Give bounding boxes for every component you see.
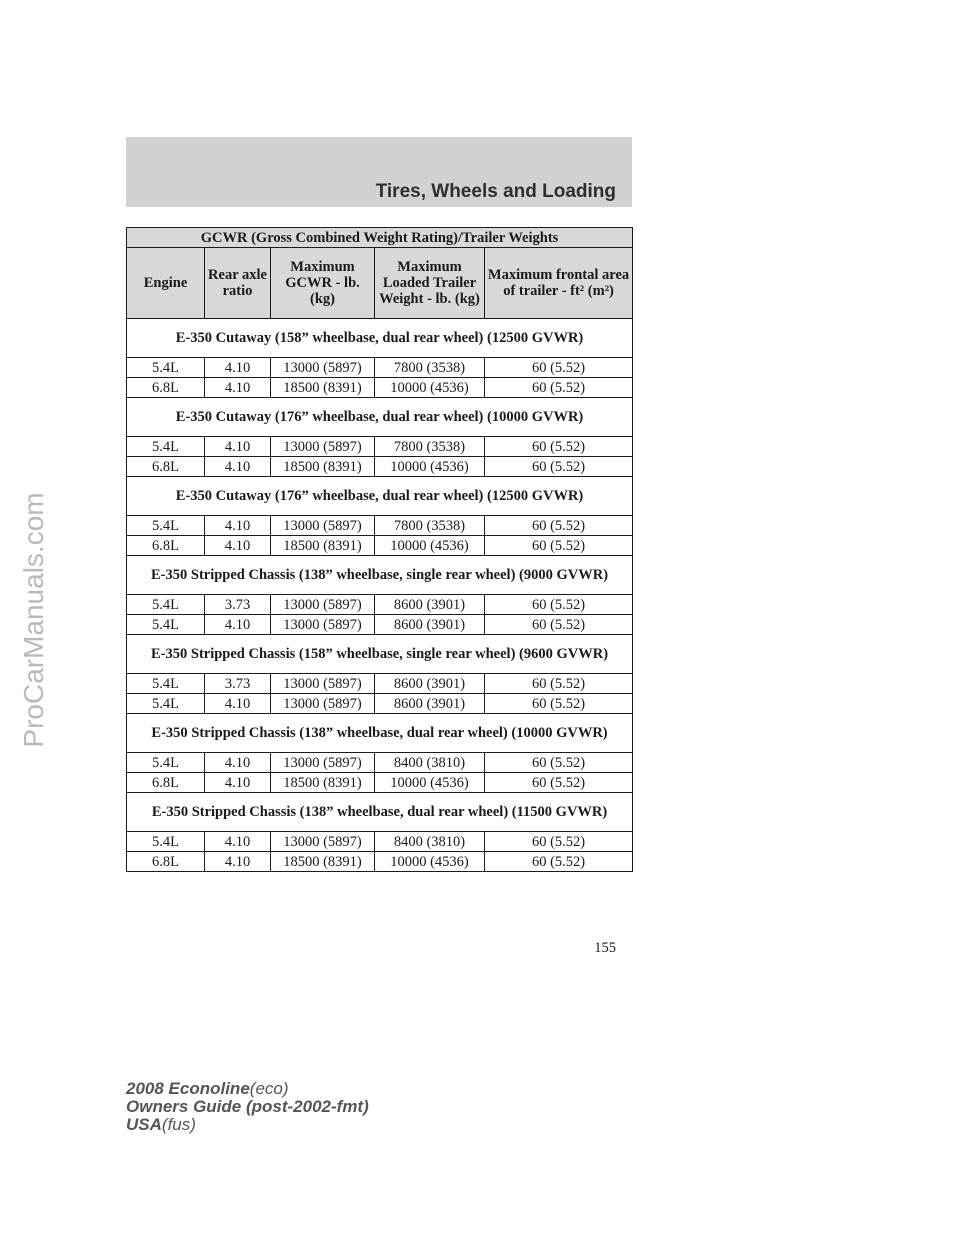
column-header-max-gcwr [271, 248, 375, 319]
table-cell: 8400 (3810) [375, 832, 485, 852]
table-row [127, 773, 633, 793]
table-cell: 10000 (4536) [375, 378, 485, 398]
table-row [127, 457, 633, 477]
table-cell: 60 (5.52) [485, 437, 633, 457]
group-title: E-350 Stripped Chassis (158” wheelbase, single rear wheel) (9600 GVWR) [127, 635, 633, 674]
table-cell: 4.10 [205, 615, 271, 635]
group-title: E-350 Cutaway (158” wheelbase, dual rear wheel) (12500 GVWR) [127, 319, 633, 358]
column-header-axle-ratio [205, 248, 271, 319]
table-cell: 10000 (4536) [375, 536, 485, 556]
table-cell: 4.10 [205, 378, 271, 398]
table-cell: 7800 (3538) [375, 358, 485, 378]
table-cell: 4.10 [205, 832, 271, 852]
group-header-row [127, 477, 633, 516]
column-header-label: Rear axle ratio [208, 267, 267, 299]
column-header-label: Maximum GCWR - lb. (kg) [285, 259, 360, 307]
table-cell: 7800 (3538) [375, 437, 485, 457]
table-row [127, 694, 633, 714]
table-cell: 6.8L [127, 457, 205, 477]
table-cell: 13000 (5897) [271, 674, 375, 694]
table-cell: 5.4L [127, 615, 205, 635]
table-cell: 13000 (5897) [271, 437, 375, 457]
table-cell: 18500 (8391) [271, 457, 375, 477]
table-cell: 5.4L [127, 437, 205, 457]
group-header-row [127, 398, 633, 437]
footer-market-tag: (fus) [161, 1115, 196, 1134]
table-cell: 5.4L [127, 358, 205, 378]
table-cell: 8600 (3901) [375, 694, 485, 714]
watermark: ProCarManuals.com [18, 492, 49, 748]
table-cell: 8600 (3901) [375, 674, 485, 694]
table-cell: 10000 (4536) [375, 773, 485, 793]
column-header-max-frontal-area [485, 248, 633, 319]
section-title: Tires, Wheels and Loading [375, 181, 616, 202]
table-cell: 4.10 [205, 516, 271, 536]
table-cell: 13000 (5897) [271, 832, 375, 852]
table-title: GCWR (Gross Combined Weight Rating)/Trailer Weights [127, 228, 633, 248]
table-cell: 13000 (5897) [271, 516, 375, 536]
table-row [127, 753, 633, 773]
table-cell: 60 (5.52) [485, 674, 633, 694]
table-cell: 5.4L [127, 694, 205, 714]
table-cell: 60 (5.52) [485, 378, 633, 398]
column-header-label: Maximum Loaded Trailer Weight - lb. (kg) [379, 259, 480, 307]
table-cell: 8600 (3901) [375, 595, 485, 615]
table-row [127, 615, 633, 635]
footer-market: USA [126, 1115, 162, 1134]
page-number: 155 [594, 940, 616, 956]
table-cell: 60 (5.52) [485, 595, 633, 615]
footer-line-2: Owners Guide (post-2002-fmt) [126, 1097, 369, 1116]
table-row [127, 852, 633, 872]
table-cell: 8600 (3901) [375, 615, 485, 635]
table-cell: 18500 (8391) [271, 852, 375, 872]
group-header-row [127, 319, 633, 358]
table-cell: 4.10 [205, 437, 271, 457]
table-cell: 13000 (5897) [271, 595, 375, 615]
table-cell: 18500 (8391) [271, 378, 375, 398]
group-title: E-350 Stripped Chassis (138” wheelbase, dual rear wheel) (11500 GVWR) [127, 793, 633, 832]
group-header-row [127, 714, 633, 753]
table-cell: 60 (5.52) [485, 773, 633, 793]
table-row [127, 536, 633, 556]
table-cell: 60 (5.52) [485, 536, 633, 556]
column-header-label: Engine [143, 275, 188, 291]
table-cell: 60 (5.52) [485, 516, 633, 536]
group-header-row [127, 635, 633, 674]
table-cell: 18500 (8391) [271, 773, 375, 793]
table-row [127, 437, 633, 457]
table-row [127, 595, 633, 615]
table-cell: 7800 (3538) [375, 516, 485, 536]
footer [126, 1080, 369, 1134]
table-cell: 6.8L [127, 536, 205, 556]
table-cell: 8400 (3810) [375, 753, 485, 773]
table-cell: 4.10 [205, 753, 271, 773]
column-header-label: Maximum frontal area of trailer - ft² (m²) [487, 267, 630, 299]
table-cell: 18500 (8391) [271, 536, 375, 556]
table-cell: 10000 (4536) [375, 457, 485, 477]
table-cell: 4.10 [205, 694, 271, 714]
gcwr-table-body [127, 319, 633, 872]
table-cell: 6.8L [127, 378, 205, 398]
table-cell: 5.4L [127, 753, 205, 773]
table-cell: 5.4L [127, 674, 205, 694]
table-cell: 60 (5.52) [485, 615, 633, 635]
group-title: E-350 Stripped Chassis (138” wheelbase, dual rear wheel) (10000 GVWR) [127, 714, 633, 753]
table-cell: 60 (5.52) [485, 457, 633, 477]
group-title: E-350 Cutaway (176” wheelbase, dual rear wheel) (12500 GVWR) [127, 477, 633, 516]
group-header-row [127, 793, 633, 832]
table-cell: 4.10 [205, 773, 271, 793]
table-cell: 3.73 [205, 595, 271, 615]
footer-line-1 [126, 1080, 369, 1098]
table-cell: 3.73 [205, 674, 271, 694]
table-row [127, 674, 633, 694]
table-cell: 4.10 [205, 852, 271, 872]
table-cell: 6.8L [127, 773, 205, 793]
table-row [127, 516, 633, 536]
table-cell: 5.4L [127, 595, 205, 615]
table-cell: 10000 (4536) [375, 852, 485, 872]
table-cell: 60 (5.52) [485, 694, 633, 714]
table-cell: 4.10 [205, 536, 271, 556]
footer-model-tag: (eco) [249, 1079, 289, 1098]
table-cell: 60 (5.52) [485, 832, 633, 852]
table-row [127, 832, 633, 852]
table-cell: 5.4L [127, 832, 205, 852]
table-cell: 60 (5.52) [485, 358, 633, 378]
table-cell: 13000 (5897) [271, 753, 375, 773]
footer-line-3 [126, 1116, 369, 1134]
table-row [127, 358, 633, 378]
group-header-row [127, 556, 633, 595]
column-header-engine [127, 248, 205, 319]
table-cell: 6.8L [127, 852, 205, 872]
table-cell: 5.4L [127, 516, 205, 536]
table-cell: 60 (5.52) [485, 753, 633, 773]
table-cell: 13000 (5897) [271, 358, 375, 378]
table-cell: 13000 (5897) [271, 694, 375, 714]
table-cell: 13000 (5897) [271, 615, 375, 635]
table-cell: 60 (5.52) [485, 852, 633, 872]
table-cell: 4.10 [205, 457, 271, 477]
table-cell: 4.10 [205, 358, 271, 378]
table-row [127, 378, 633, 398]
group-title: E-350 Cutaway (176” wheelbase, dual rear wheel) (10000 GVWR) [127, 398, 633, 437]
group-title: E-350 Stripped Chassis (138” wheelbase, single rear wheel) (9000 GVWR) [127, 556, 633, 595]
column-header-max-trailer-weight [375, 248, 485, 319]
footer-model: 2008 Econoline [126, 1079, 250, 1098]
gcwr-table [126, 227, 633, 872]
